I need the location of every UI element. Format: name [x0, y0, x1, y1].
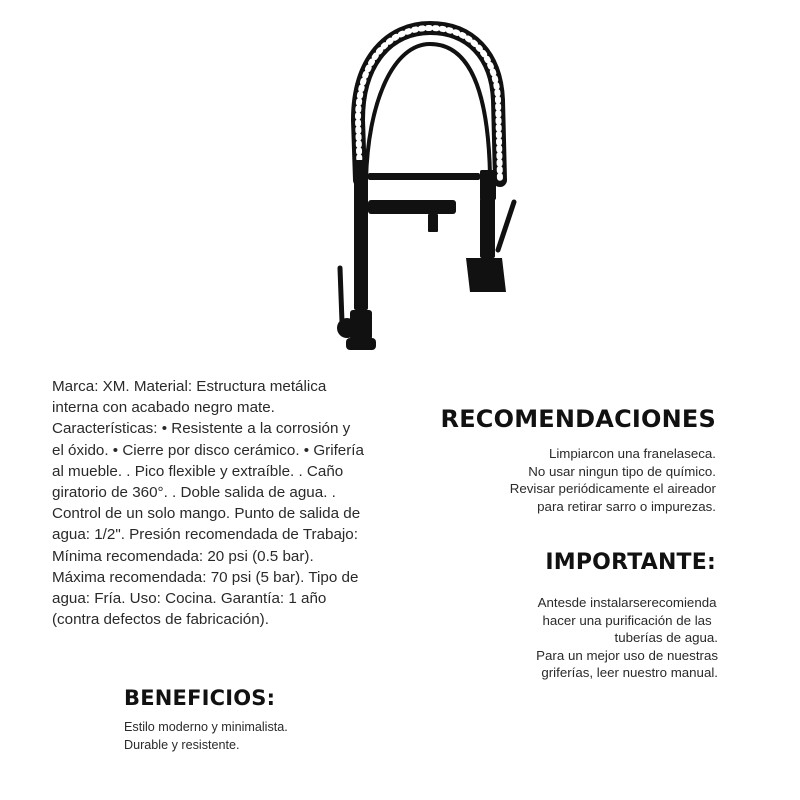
list-item: Limpiarcon una franelaseca. [548, 446, 716, 461]
recomendaciones-heading: RECOMENDACIONES [440, 405, 716, 433]
list-item: Antesde instalarserecomienda [537, 595, 717, 610]
recomendaciones-list [510, 445, 716, 515]
list-item: Para un mejor uso de nuestras [536, 647, 718, 663]
product-description: Marca: XM. Material: Estructura metálica interna con acabado negro mate. Características: • Resistente a la corrosión y el óxido. • Cierre por disco cerámico. • Grifería al mueble. . Pico flexible y extraíble. . Caño giratorio de 360°. . Doble salida de agua. . Control de un solo mango. Punto de salida de agua: 1/2". Presión recomendada de Trabajo: Mínima recomendada: 20 psi (0.5 bar). Máxima recomendada: 70 psi (5 bar). Tipo de agua: Fría. Uso: Cocina. Garantía: 1 año (contra defectos de fabricación). [52, 378, 364, 629]
list-item: griferías, leer nuestro manual. [541, 665, 718, 681]
list-item: tuberías de agua. [614, 630, 718, 646]
list-item: para retirar sarro o impurezas. [537, 498, 716, 514]
list-item: Estilo moderno y minimalista. [124, 720, 288, 734]
list-item: Durable y resistente. [124, 737, 240, 752]
beneficios-heading: BENEFICIOS: [124, 686, 276, 710]
list-item: Revisar periódicamente el aireador [509, 481, 716, 497]
faucet-icon [320, 10, 540, 360]
importante-list [536, 594, 718, 682]
beneficios-list [124, 719, 288, 755]
list-item: No usar ningun tipo de químico. [528, 463, 716, 479]
list-item: hacer una purificación de las [542, 612, 712, 628]
importante-heading: IMPORTANTE: [545, 550, 716, 575]
